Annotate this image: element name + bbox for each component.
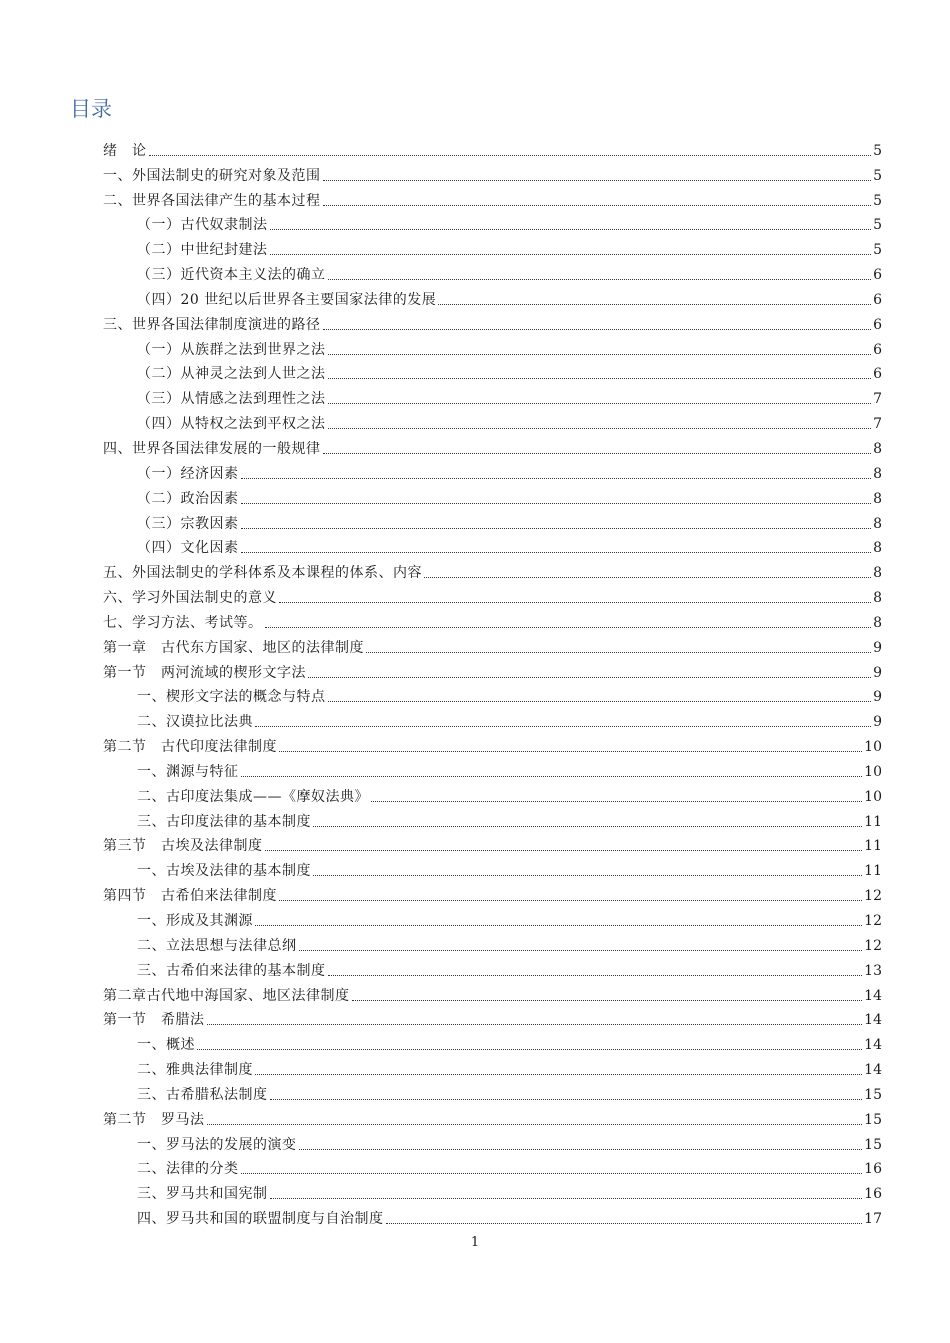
toc-entry[interactable] [103,533,882,558]
dot-leader [313,874,862,876]
toc-entry-page: 15 [864,1086,882,1103]
toc-entry-label: 第四节 古希伯来法律制度 [103,888,277,905]
toc-entry-page: 15 [864,1111,882,1128]
toc-entry[interactable] [103,1029,882,1054]
toc-entry-label: 二、法律的分类 [137,1161,239,1178]
toc-entry-label: （二）中世纪封建法 [137,242,268,259]
toc-entry-page: 12 [864,888,882,905]
dot-leader [265,626,872,628]
toc-entry[interactable] [103,1005,882,1030]
toc-entry-label: 绪 论 [103,142,147,159]
toc-entry[interactable] [103,1203,882,1228]
toc-entry-label: 四、世界各国法律发展的一般规律 [103,440,321,457]
dot-leader [241,477,872,479]
dot-leader [371,800,862,802]
toc-entry-label: 一、渊源与特征 [137,763,239,780]
toc-entry[interactable] [103,210,882,235]
toc-entry[interactable] [103,185,882,210]
toc-entry-page: 9 [873,664,882,681]
toc-entry[interactable] [103,1154,882,1179]
dot-leader [323,328,872,330]
toc-entry-page: 12 [864,937,882,954]
dot-leader [299,949,863,951]
toc-entry-label: （三）近代资本主义法的确立 [137,267,326,284]
toc-entry-label: 七、学习方法、考试等。 [103,614,263,631]
dot-leader [207,1023,863,1025]
dot-leader [313,825,862,827]
toc-entry-page: 13 [864,962,882,979]
dot-leader [255,924,862,926]
toc-entry[interactable] [103,309,882,334]
toc-entry[interactable] [103,657,882,682]
dot-leader [352,999,863,1001]
toc-entry-page: 8 [873,590,882,607]
toc-entry-page: 14 [864,987,882,1004]
toc-entry-label: 六、学习外国法制史的意义 [103,590,277,607]
dot-leader [270,1197,863,1199]
toc-entry-page: 8 [873,515,882,532]
dot-leader [270,228,872,230]
toc-entry[interactable] [103,632,882,657]
dot-leader [207,1123,863,1125]
toc-entry[interactable] [103,706,882,731]
toc-entry-label: 一、古埃及法律的基本制度 [137,863,311,880]
toc-entry-label: （二）政治因素 [137,490,239,507]
toc-title: 目录 [70,97,112,121]
dot-leader [386,1222,863,1224]
toc-entry-page: 14 [864,1037,882,1054]
toc-entry-page: 12 [864,913,882,929]
toc-entry[interactable] [103,880,882,905]
toc-entry[interactable] [103,831,882,856]
toc-entry-page: 8 [873,490,882,507]
toc-entry[interactable] [103,855,882,880]
toc-entry-label: 第一节 两河流域的楔形文字法 [103,664,306,681]
toc-entry-page: 14 [864,1012,882,1029]
toc-entry-page: 15 [864,1136,882,1153]
page-number: 1 [470,1235,480,1250]
dot-leader [241,1172,863,1174]
dot-leader [279,899,862,901]
toc-entry[interactable] [103,433,882,458]
dot-leader [270,1098,863,1100]
toc-entry[interactable] [103,1178,882,1203]
toc-entry-page: 9 [873,639,882,656]
toc-entry-label: （三）从情感之法到理性之法 [137,391,326,408]
dot-leader [270,253,872,255]
dot-leader [299,1148,863,1150]
toc-entry-label: 三、罗马共和国宪制 [137,1186,268,1203]
toc-entry-label: 四、罗马共和国的联盟制度与自治制度 [137,1211,384,1228]
dot-leader [328,353,872,355]
dot-leader [366,651,871,653]
toc-entry-label: 五、外国法制史的学科体系及本课程的体系、内容 [103,565,422,582]
toc-list [103,135,882,1228]
toc-entry-page: 6 [873,316,882,333]
toc-entry[interactable] [103,1104,882,1129]
toc-entry-label: 二、古印度法集成——《摩奴法典》 [137,788,369,805]
toc-entry[interactable] [103,980,882,1005]
dot-leader [323,204,872,206]
toc-entry-label: 一、楔形文字法的概念与特点 [137,689,326,706]
dot-leader [265,849,863,851]
dot-leader [241,551,872,553]
toc-entry-page: 17 [864,1211,882,1228]
toc-entry-page: 11 [864,838,882,855]
toc-entry-page: 14 [864,1062,882,1079]
toc-entry-page: 8 [873,614,882,631]
toc-entry-label: （三）宗教因素 [137,515,239,532]
dot-leader [328,974,863,976]
toc-entry[interactable] [103,334,882,359]
toc-entry-label: 第二节 古代印度法律制度 [103,739,277,756]
toc-entry[interactable] [103,259,882,284]
toc-entry-page: 8 [873,465,882,482]
toc-entry-page: 7 [873,416,882,433]
toc-entry[interactable] [103,383,882,408]
toc-entry-page: 9 [873,714,882,731]
toc-entry-label: 第一节 希腊法 [103,1012,205,1029]
toc-entry-page: 6 [873,291,882,308]
dot-leader [255,1073,862,1075]
toc-entry-label: 第一章 古代东方国家、地区的法律制度 [103,639,364,656]
toc-entry-page: 6 [873,341,882,358]
toc-entry-label: 第二节 罗马法 [103,1111,205,1128]
toc-entry[interactable] [103,731,882,756]
toc-entry-page: 5 [873,192,882,209]
toc-entry[interactable] [103,1054,882,1079]
dot-leader [328,402,872,404]
toc-entry-page: 16 [864,1186,882,1203]
toc-entry[interactable] [103,135,882,160]
toc-entry-page: 10 [864,788,882,805]
toc-entry[interactable] [103,458,882,483]
toc-entry[interactable] [103,508,882,533]
toc-entry-page: 5 [873,142,882,159]
toc-entry[interactable] [103,408,882,433]
toc-entry-label: 一、形成及其渊源 [137,913,253,929]
dot-leader [438,303,871,305]
toc-entry-label: （二）从神灵之法到人世之法 [137,366,326,383]
toc-entry-page: 8 [873,440,882,457]
toc-entry-page: 6 [873,267,882,284]
dot-leader [328,278,872,280]
dot-leader [241,502,872,504]
toc-entry-label: （一）古代奴隶制法 [137,217,268,234]
dot-leader [308,676,871,678]
toc-entry-label: 三、古希腊私法制度 [137,1086,268,1103]
toc-entry-page: 8 [873,540,882,557]
toc-entry-page: 6 [873,366,882,383]
toc-entry-label: （四）文化因素 [137,540,239,557]
toc-entry-page: 5 [873,217,882,234]
toc-entry-label: 二、立法思想与法律总纲 [137,937,297,954]
toc-entry-label: 一、罗马法的发展的演变 [137,1136,297,1153]
toc-entry-label: 二、世界各国法律产生的基本过程 [103,192,321,209]
toc-entry[interactable] [103,781,882,806]
toc-entry-label: 三、世界各国法律制度演进的路径 [103,316,321,333]
toc-entry[interactable] [103,806,882,831]
toc-entry[interactable] [103,905,882,930]
toc-entry[interactable] [103,930,882,955]
toc-entry-label: （一）从族群之法到世界之法 [137,341,326,358]
toc-entry-label: （四）从特权之法到平权之法 [137,416,326,433]
dot-leader [424,576,871,578]
toc-entry-label: 二、雅典法律制度 [137,1062,253,1079]
toc-entry[interactable] [103,582,882,607]
toc-entry-label: （一）经济因素 [137,465,239,482]
toc-entry[interactable] [103,1079,882,1104]
dot-leader [255,725,871,727]
dot-leader [279,750,862,752]
toc-entry-label: 三、古印度法律的基本制度 [137,813,311,830]
toc-entry-label: 三、古希伯来法律的基本制度 [137,962,326,979]
toc-entry-label: 二、汉谟拉比法典 [137,714,253,731]
toc-entry-page: 10 [864,739,882,756]
dot-leader [328,377,872,379]
toc-entry-page: 9 [873,689,882,706]
toc-entry-label: （四）20 世纪以后世界各主要国家法律的发展 [137,291,437,308]
toc-entry[interactable] [103,284,882,309]
toc-entry-label: 一、外国法制史的研究对象及范围 [103,167,321,184]
dot-leader [241,527,872,529]
toc-entry-page: 8 [873,565,882,582]
toc-entry[interactable] [103,234,882,259]
toc-entry[interactable] [103,955,882,980]
toc-entry[interactable] [103,483,882,508]
toc-entry-page: 5 [873,167,882,184]
toc-entry-page: 11 [864,863,882,880]
toc-entry[interactable] [103,160,882,185]
toc-entry-page: 5 [873,242,882,259]
toc-entry-page: 11 [864,813,882,830]
dot-leader [149,154,872,156]
dot-leader [323,179,872,181]
toc-entry-label: 第三节 古埃及法律制度 [103,838,263,855]
toc-entry[interactable] [103,359,882,384]
dot-leader [197,1048,862,1050]
toc-entry-label: 一、概述 [137,1037,195,1054]
dot-leader [328,700,872,702]
dot-leader [328,427,872,429]
toc-entry[interactable] [103,557,882,582]
toc-entry[interactable] [103,607,882,632]
toc-entry[interactable] [103,756,882,781]
dot-leader [323,452,872,454]
dot-leader [241,775,863,777]
toc-entry-page: 7 [873,391,882,408]
toc-entry-page: 16 [864,1161,882,1178]
toc-entry-label: 第二章古代地中海国家、地区法律制度 [103,987,350,1004]
toc-entry-page: 10 [864,763,882,780]
toc-entry[interactable] [103,1129,882,1154]
dot-leader [279,601,871,603]
toc-entry[interactable] [103,682,882,707]
